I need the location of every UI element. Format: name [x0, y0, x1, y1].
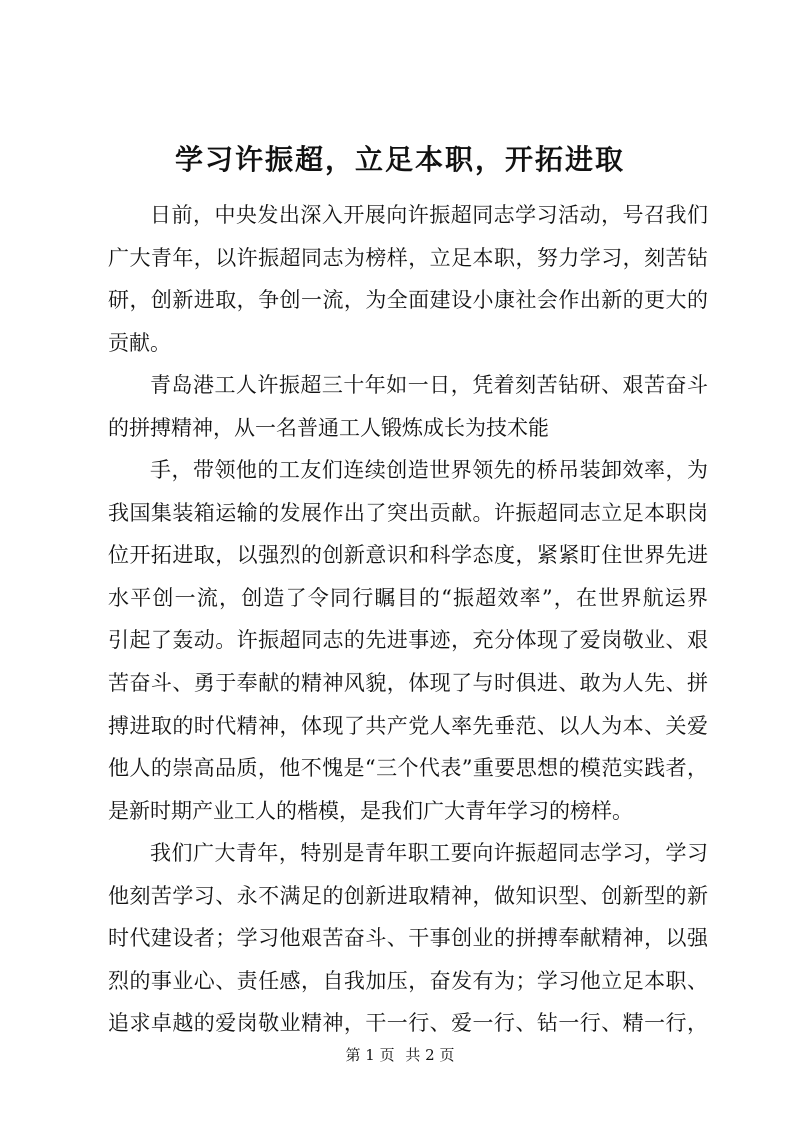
page-footer	[0, 1044, 800, 1066]
body-line: 引起了轰动。许振超同志的先进事迹，充分体现了爱岗敬业、艰	[108, 628, 708, 653]
body-line: 他人的崇高品质，他不愧是“三个代表”重要思想的模范实践者，	[108, 756, 708, 781]
body-line: 青岛港工人许振超三十年如一日，凭着刻苦钻研、艰苦奋斗	[150, 373, 708, 398]
body-line: 位开拓进取，以强烈的创新意识和科学态度，紧紧盯住世界先进	[108, 543, 708, 568]
body-line: 水平创一流，创造了令同行瞩目的“振超效率”，在世界航运界	[108, 585, 708, 610]
body-line: 日前，中央发出深入开展向许振超同志学习活动，号召我们	[150, 203, 708, 227]
body-line: 的拼搏精神，从一名普通工人锻炼成长为技术能	[108, 415, 549, 440]
body-line: 他刻苦学习、永不满足的创新进取精神，做知识型、创新型的新	[108, 883, 708, 908]
document-title: 学习许振超，立足本职，开拓进取	[174, 143, 625, 176]
body-line: 研，创新进取，争创一流，为全面建设小康社会作出新的更大的	[108, 288, 708, 313]
body-line: 烈的事业心、责任感，自我加压，奋发有为；学习他立足本职、	[108, 968, 708, 993]
body-line: 我国集装箱运输的发展作出了突出贡献。许振超同志立足本职岗	[108, 500, 708, 525]
body-line: 广大青年，以许振超同志为榜样，立足本职，努力学习，刻苦钻	[108, 245, 708, 270]
body-line: 贡献。	[108, 330, 171, 355]
body-line: 苦奋斗、勇于奉献的精神风貌，体现了与时俱进、敢为人先、拼	[108, 671, 708, 696]
body-line: 手，带领他的工友们连续创造世界领先的桥吊装卸效率，为	[150, 458, 708, 483]
body-line: 追求卓越的爱岗敬业精神，干一行、爱一行、钻一行、精一行，	[108, 1011, 708, 1036]
body-line: 我们广大青年，特别是青年职工要向许振超同志学习，学习	[150, 841, 708, 866]
body-line: 搏进取的时代精神，体现了共产党人率先垂范、以人为本、关爱	[108, 713, 708, 738]
page-number: 第 1 页	[345, 1046, 395, 1064]
body-line: 是新时期产业工人的楷模，是我们广大青年学习的榜样。	[108, 798, 633, 823]
document-body	[108, 194, 708, 1045]
page-total: 共 2 页	[405, 1046, 455, 1064]
body-line: 时代建设者；学习他艰苦奋斗、干事创业的拼搏奉献精神，以强	[108, 926, 708, 951]
